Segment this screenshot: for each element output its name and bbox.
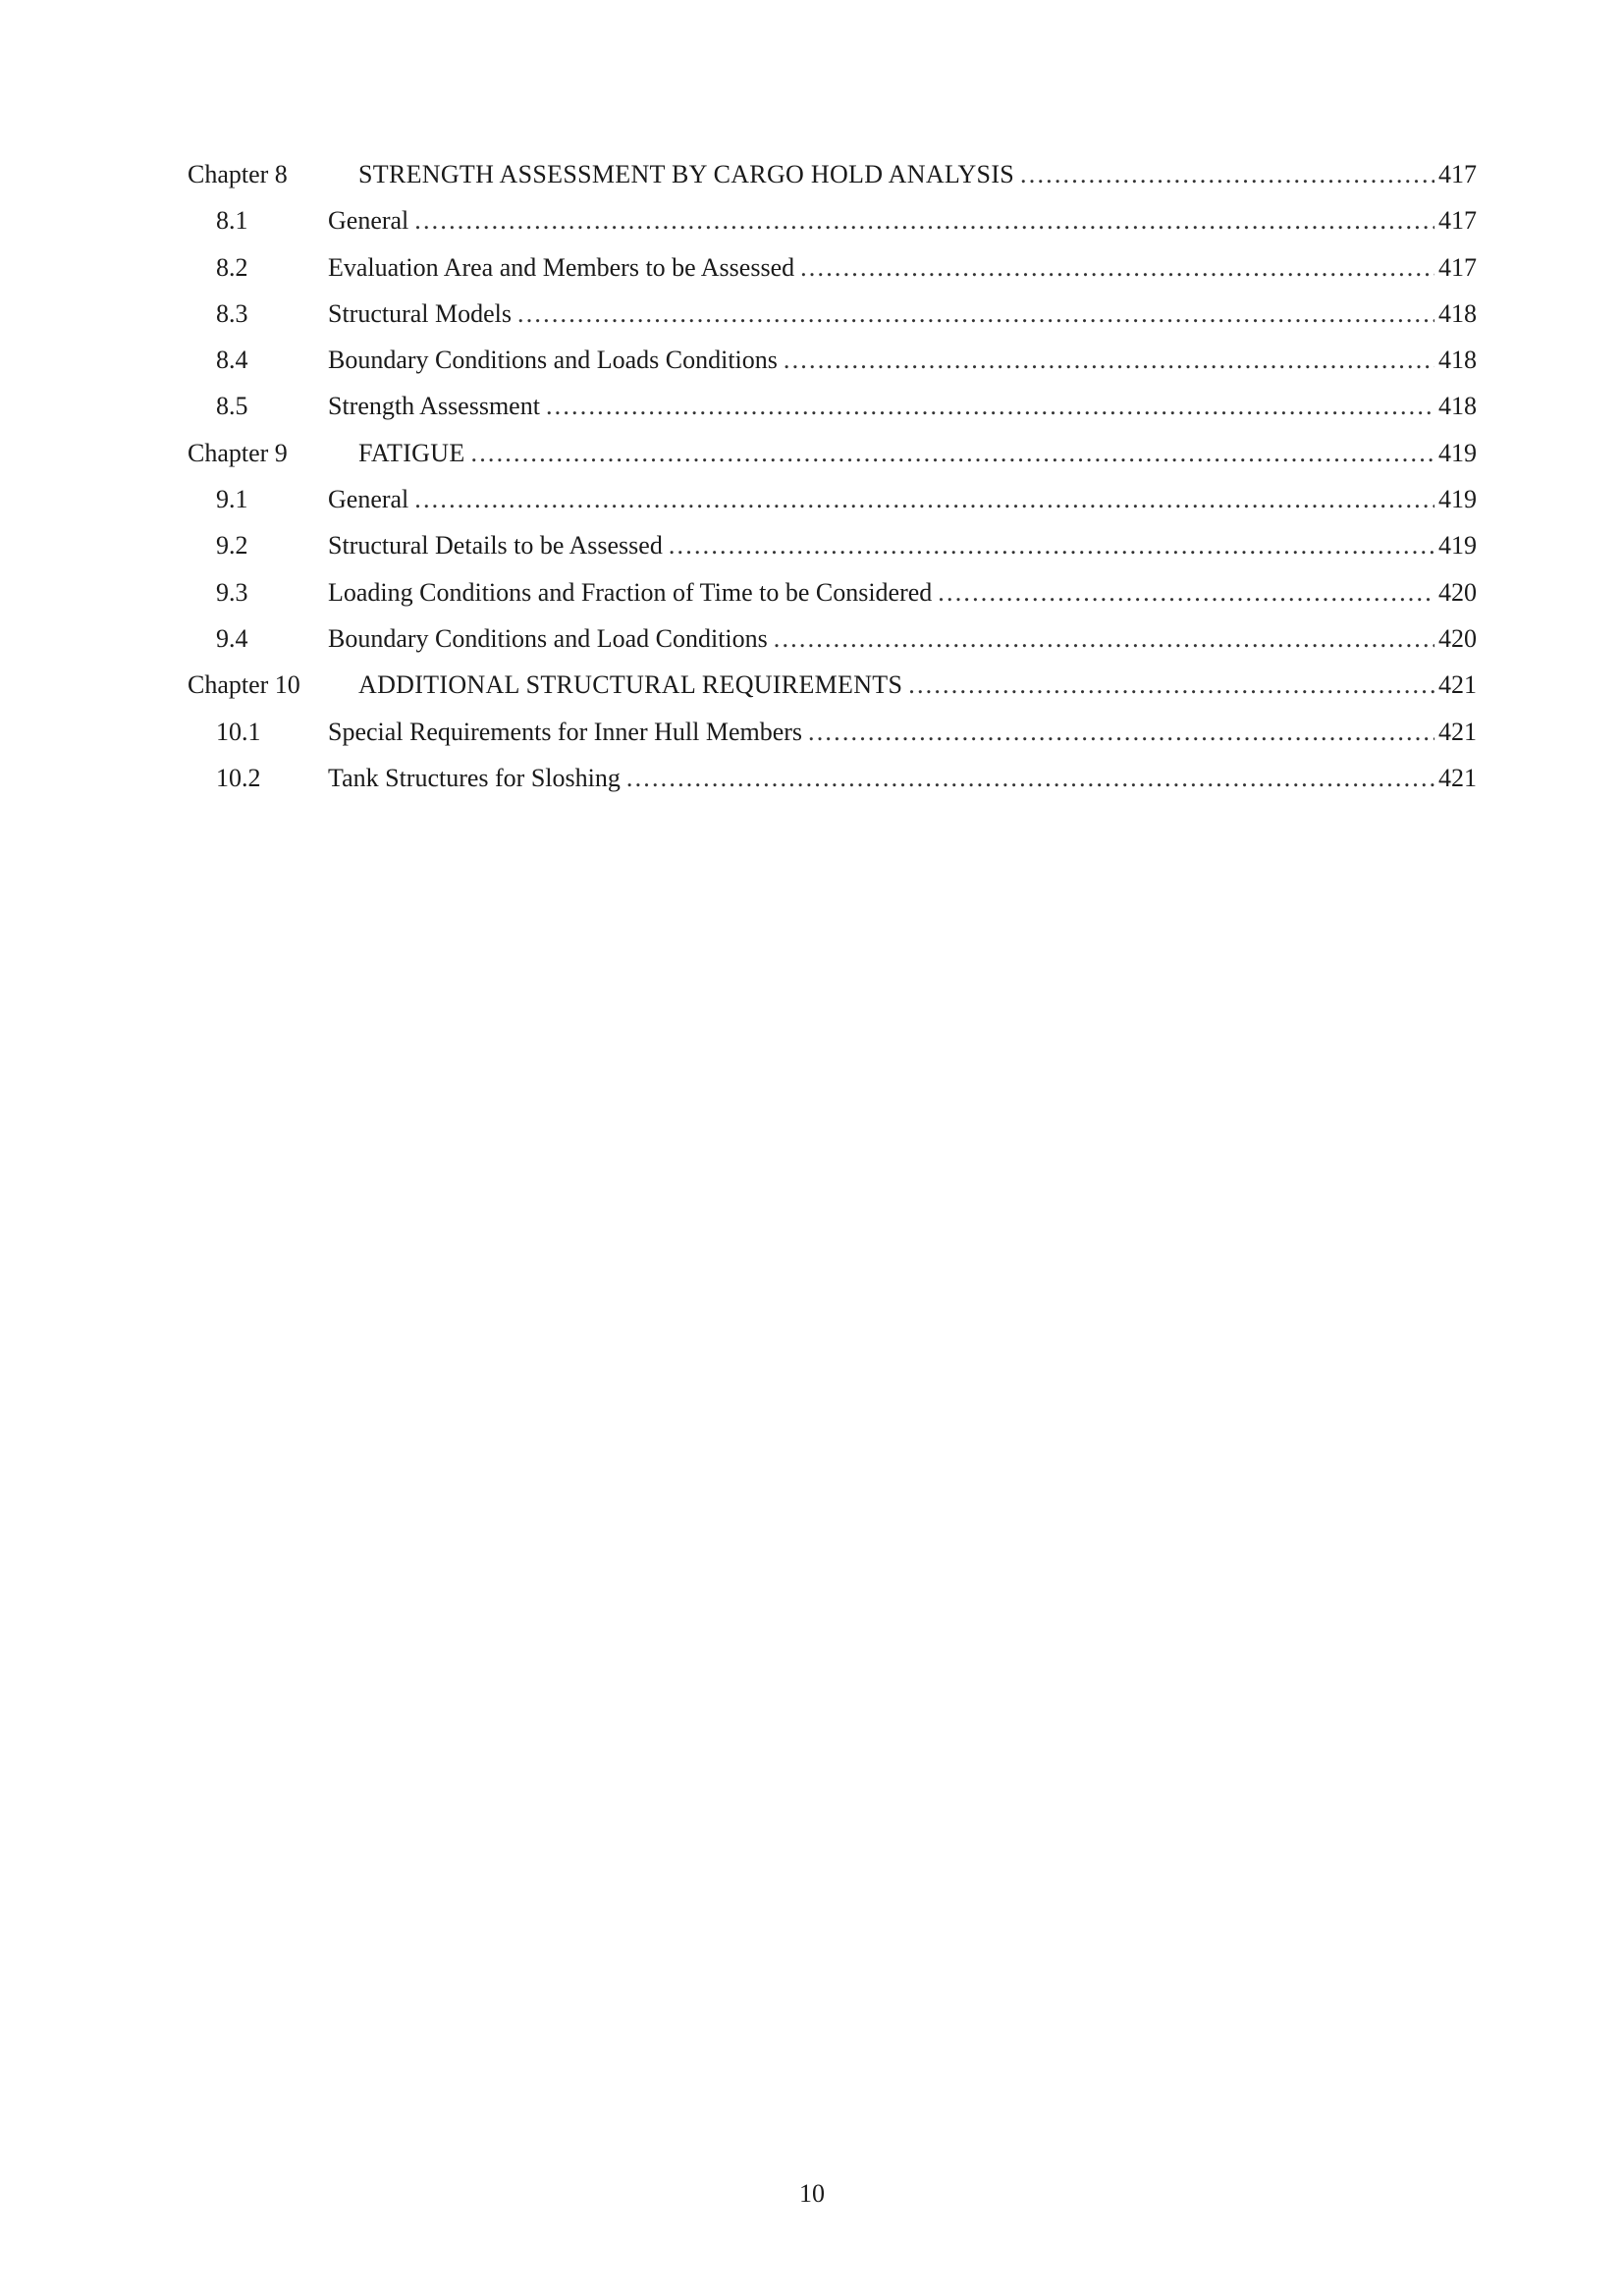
toc-entry-number: Chapter 10 (188, 670, 300, 700)
toc-entry-title: STRENGTH ASSESSMENT BY CARGO HOLD ANALYSIS (358, 160, 1015, 188)
toc-entry-number: 9.2 (216, 531, 248, 561)
toc-entry-number: 9.4 (216, 623, 248, 653)
toc-entry-section-8-1[interactable] (188, 197, 1477, 243)
toc-entry-chapter-10[interactable] (188, 662, 1477, 708)
toc-entry-chapter-9[interactable] (188, 430, 1477, 476)
toc-entry-page: 418 (1438, 346, 1477, 375)
toc-entry-chapter-8[interactable] (188, 151, 1477, 197)
dot-leader (1020, 151, 1435, 197)
toc-entry-page: 419 (1438, 531, 1477, 561)
toc-entry-number: Chapter 9 (188, 438, 288, 467)
toc-entry-section-8-4[interactable] (188, 337, 1477, 383)
toc-entry-section-9-2[interactable] (188, 522, 1477, 568)
toc-entry-page: 418 (1438, 392, 1477, 421)
toc-entry-title: General (328, 206, 409, 236)
toc-entry-title: Boundary Conditions and Load Conditions (328, 623, 768, 653)
toc-entry-section-8-5[interactable] (188, 383, 1477, 429)
dot-leader (546, 383, 1435, 429)
dot-leader (774, 615, 1435, 662)
toc-entry-number: 10.1 (216, 717, 261, 746)
dot-leader (414, 476, 1435, 522)
toc-entry-number: 8.2 (216, 252, 248, 282)
toc-entry-page: 421 (1438, 717, 1477, 746)
toc-entry-section-8-2[interactable] (188, 244, 1477, 291)
dot-leader (669, 522, 1435, 568)
dot-leader (414, 197, 1435, 243)
toc-entry-section-9-4[interactable] (188, 615, 1477, 662)
toc-entry-page: 420 (1438, 623, 1477, 653)
toc-entry-title: Loading Conditions and Fraction of Time to be Considered (328, 577, 933, 607)
toc-entry-page: 419 (1438, 438, 1477, 467)
toc-entry-title: Structural Details to be Assessed (328, 531, 663, 561)
toc-entry-page: 420 (1438, 577, 1477, 607)
toc-entry-page: 417 (1438, 252, 1477, 282)
toc-entry-number: 8.1 (216, 206, 248, 236)
toc-entry-number: 10.2 (216, 763, 261, 792)
toc-entry-number: 8.5 (216, 392, 248, 421)
toc-entry-title: Strength Assessment (328, 392, 540, 421)
dot-leader (784, 337, 1435, 383)
toc-entry-title: Structural Models (328, 298, 513, 328)
dot-leader (471, 430, 1435, 476)
toc-entry-title: FATIGUE (358, 438, 465, 467)
dot-leader (517, 291, 1435, 337)
toc-entry-title: ADDITIONAL STRUCTURAL REQUIREMENTS (358, 670, 903, 700)
toc-entry-page: 419 (1438, 485, 1477, 514)
toc-entry-number: 8.3 (216, 298, 248, 328)
dot-leader (908, 662, 1435, 708)
toc-entry-title: Evaluation Area and Members to be Assessed (328, 252, 795, 282)
toc-entry-section-10-1[interactable] (188, 709, 1477, 755)
toc-entry-page: 417 (1438, 206, 1477, 236)
toc-entry-section-9-3[interactable] (188, 569, 1477, 615)
page-number: 10 (799, 2179, 825, 2208)
toc-entry-title: Boundary Conditions and Loads Conditions (328, 346, 778, 375)
dot-leader (808, 709, 1435, 755)
dot-leader (626, 755, 1435, 801)
table-of-contents (188, 151, 1477, 801)
toc-entry-number: 8.4 (216, 346, 248, 375)
toc-entry-section-10-2[interactable] (188, 755, 1477, 801)
toc-entry-section-9-1[interactable] (188, 476, 1477, 522)
toc-entry-number: Chapter 8 (188, 160, 288, 188)
toc-entry-page: 418 (1438, 298, 1477, 328)
toc-entry-number: 9.1 (216, 485, 248, 514)
toc-entry-page: 421 (1438, 763, 1477, 792)
toc-entry-title: Tank Structures for Sloshing (328, 763, 621, 792)
dot-leader (800, 244, 1435, 291)
toc-entry-number: 9.3 (216, 577, 248, 607)
toc-entry-title: Special Requirements for Inner Hull Members (328, 717, 803, 746)
toc-entry-title: General (328, 485, 409, 514)
toc-entry-section-8-3[interactable] (188, 291, 1477, 337)
toc-entry-page: 421 (1438, 670, 1477, 700)
dot-leader (938, 569, 1435, 615)
toc-entry-page: 417 (1438, 160, 1477, 188)
